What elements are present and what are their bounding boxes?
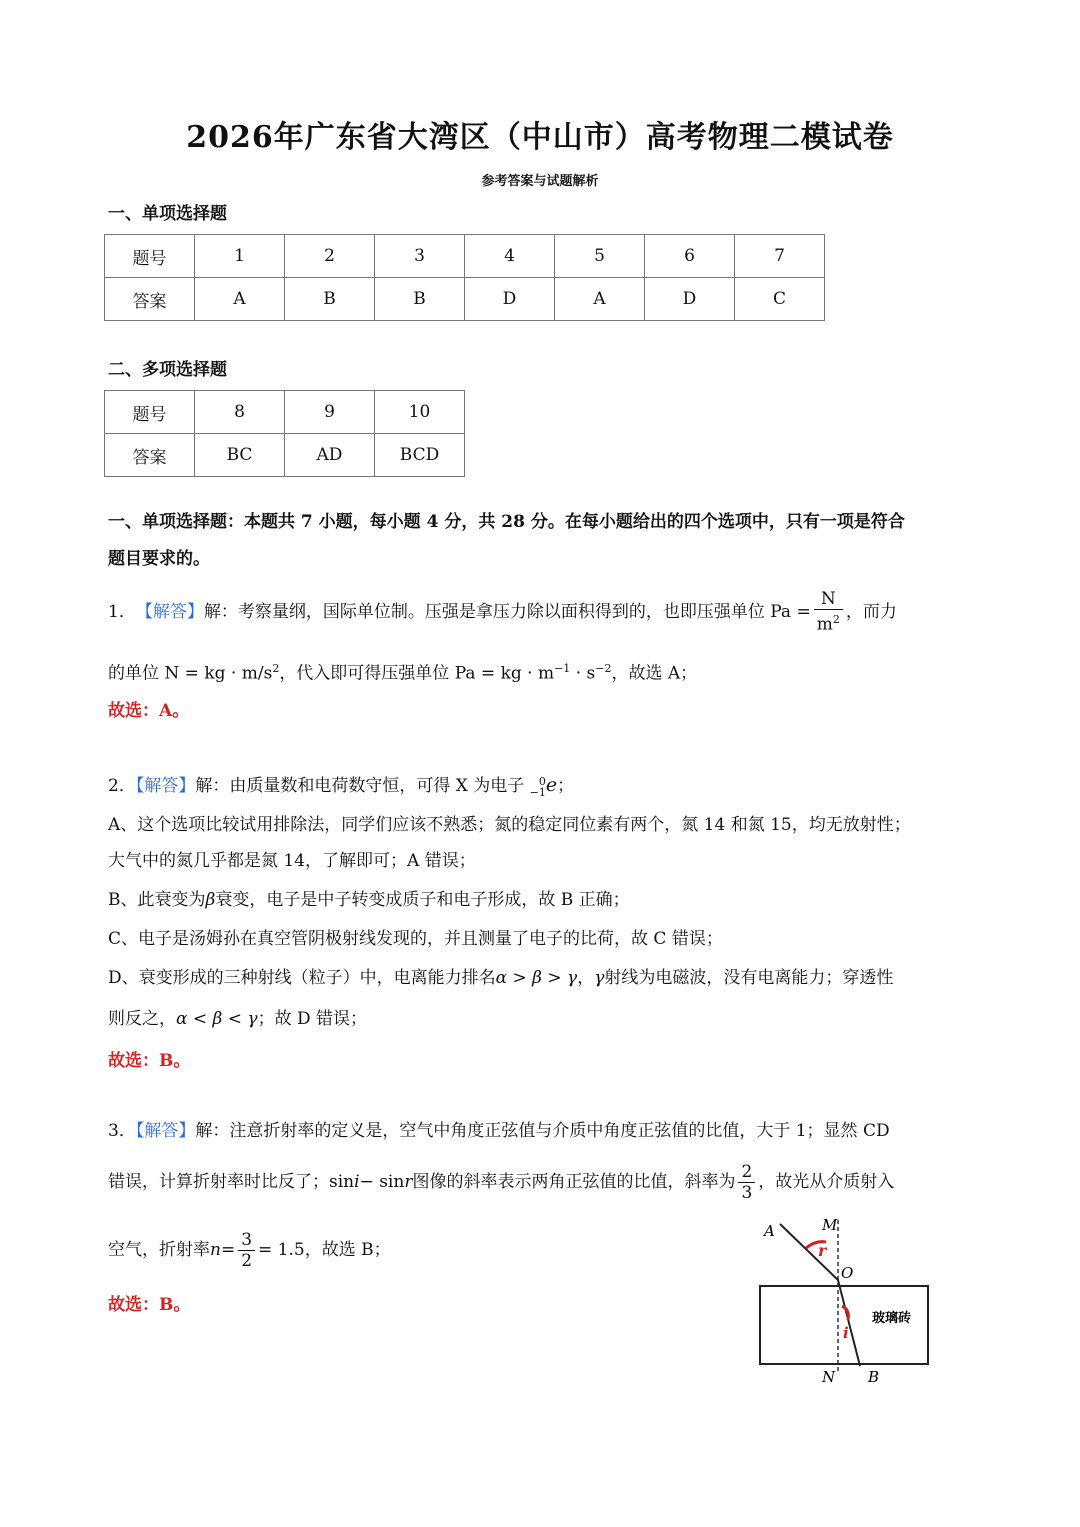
q1-line2-a: 的单位 N = kg · m/s	[108, 663, 273, 684]
question-number: 1	[195, 235, 285, 278]
q3-answer: 故选：B。	[108, 1295, 191, 1315]
label-b: B	[868, 1368, 880, 1386]
denominator-base: m	[816, 614, 833, 635]
question-number: 10	[375, 391, 465, 434]
answer-cell: B	[285, 278, 375, 321]
question-number: 5	[555, 235, 645, 278]
row-label: 答案	[105, 434, 195, 477]
section-multi-choice-heading: 二、多项选择题	[108, 360, 227, 380]
refractive-index-symbol: n	[210, 1240, 221, 1260]
answer-cell: BCD	[375, 434, 465, 477]
answer-cell: BC	[195, 434, 285, 477]
table-row	[105, 278, 825, 321]
solution-tag: 【解答】	[135, 602, 204, 622]
exponent: −2	[595, 662, 612, 675]
q3-text: 解：注意折射率的定义是，空气中角度正弦值与介质中角度正弦值的比值，大于 1；显然 CD	[195, 1121, 890, 1141]
part-heading-line2: 题目要求的。	[108, 549, 210, 569]
mark-r: r	[818, 1241, 827, 1260]
mark-i: i	[843, 1324, 849, 1342]
q1-text-end: ，而力	[845, 602, 897, 622]
label-n: N	[822, 1368, 836, 1386]
answer-cell: D	[645, 278, 735, 321]
multi-choice-answer-table	[104, 390, 465, 477]
q1-line2-b: ，代入即可得压强单位 Pa = kg · m	[279, 663, 555, 684]
denominator-exponent: 2	[832, 613, 840, 627]
solution-tag: 【解答】	[135, 1121, 196, 1141]
answer-cell: B	[375, 278, 465, 321]
question-number: 9	[285, 391, 375, 434]
q2-answer: 故选：B。	[108, 1051, 191, 1071]
label-a: A	[764, 1222, 775, 1240]
question-number: 2	[285, 235, 375, 278]
q2-d-text-end: 射线为电磁波，没有电离能力；穿透性	[604, 968, 894, 988]
isotope-indices	[530, 776, 546, 798]
q1-answer: 故选：A。	[108, 701, 190, 721]
question-number: 6	[645, 235, 735, 278]
q1-text: 解：考察量纲，国际单位制。压强是拿压力除以面积得到的，也即压强单位 Pa =	[203, 602, 811, 622]
table-row	[105, 391, 465, 434]
row-label: 题号	[105, 235, 195, 278]
fraction-denominator	[814, 610, 843, 635]
q1-line2	[108, 658, 988, 685]
q2-option-b	[108, 889, 988, 911]
q3-line2-a: 错误，计算折射率时比反了；sin	[108, 1172, 355, 1192]
page-subtitle: 参考答案与试题解析	[481, 174, 599, 189]
row-label: 题号	[105, 391, 195, 434]
q2-option-a-line2: 大气中的氮几乎都是氮 14，了解即可；A 错误；	[108, 851, 476, 871]
question-number: 1．	[108, 602, 136, 622]
angle-i: i	[354, 1172, 360, 1192]
row-label: 答案	[105, 278, 195, 321]
q3-line2	[108, 1158, 988, 1206]
answer-cell: A	[195, 278, 285, 321]
exponent: −1	[554, 662, 571, 675]
answer-cell: AD	[285, 434, 375, 477]
q3-line2-b: − sin	[359, 1172, 405, 1192]
q3-line1	[108, 1120, 988, 1142]
q3-line3	[108, 1226, 708, 1274]
q2-d2-text: 则反之，	[108, 1009, 176, 1029]
table-row	[105, 434, 465, 477]
charge-number: −1	[529, 785, 546, 799]
question-number: 3．	[108, 1121, 136, 1141]
beta-symbol: β	[205, 890, 216, 910]
fraction-numerator: 2	[738, 1162, 755, 1183]
q1-line1	[108, 588, 988, 636]
q2-line1	[108, 774, 988, 798]
q2-b-text: B、此衰变为	[108, 890, 206, 910]
mass-number: 0	[538, 774, 546, 788]
gamma-symbol: γ	[594, 968, 605, 988]
q3-line2-d: ，故光从介质射入	[758, 1172, 895, 1192]
q3-line3-a: 空气，折射率	[108, 1240, 210, 1260]
q3-line2-c: 图像的斜率表示两角正弦值的比值，斜率为	[412, 1172, 736, 1192]
ionization-order: α > β > γ	[495, 968, 578, 988]
q2-d-sep: ，	[577, 968, 595, 988]
q3-line3-c: = 1.5，故选 B；	[258, 1240, 391, 1260]
q2-option-d-line2	[108, 1008, 988, 1030]
fraction-numerator: N	[814, 589, 843, 610]
question-number: 3	[375, 235, 465, 278]
question-number: 7	[735, 235, 825, 278]
q1-line2-c: · s	[570, 663, 596, 684]
question-number: 8	[195, 391, 285, 434]
pressure-unit-fraction	[814, 589, 843, 635]
solution-tag: 【解答】	[135, 776, 196, 796]
q2-option-a-line1: A、这个选项比较试用排除法，同学们应该不熟悉；氮的稳定同位素有两个，氮 14 和氮 15，均无放射性；	[108, 815, 911, 835]
section-single-choice-heading: 一、单项选择题	[108, 204, 227, 224]
label-o: O	[841, 1264, 854, 1282]
q2-d2-text-end: ；故 D 错误；	[257, 1009, 368, 1029]
question-number: 2．	[108, 776, 136, 796]
q2-option-c: C、电子是汤姆孙在真空管阴极射线发现的，并且测量了电子的比荷，故 C 错误；	[108, 929, 723, 949]
q2-option-d-line1	[108, 967, 988, 989]
exponent: 2	[272, 662, 280, 675]
penetration-order: α < β < γ	[176, 1009, 258, 1029]
q1-line2-d: ，故选 A；	[611, 663, 698, 684]
answer-cell: D	[465, 278, 555, 321]
single-choice-answer-table	[104, 234, 825, 321]
answer-cell: C	[735, 278, 825, 321]
angle-arc-i	[842, 1306, 848, 1320]
angle-r: r	[404, 1172, 413, 1192]
part-heading-line1: 一、单项选择题：本题共 7 小题，每小题 4 分，共 28 分。在每小题给出的四个选项中，只有一项是符合	[108, 512, 905, 532]
electron-symbol: e	[545, 774, 558, 796]
q2-b-text-end: 衰变，电子是中子转变成质子和电子形成，故 B 正确；	[215, 890, 630, 910]
index-fraction	[238, 1230, 255, 1271]
fraction-denominator: 3	[741, 1182, 753, 1203]
slope-fraction	[738, 1162, 755, 1203]
q2-text: 解：由质量数和电荷数守恒，可得 X 为电子	[195, 776, 525, 796]
table-row	[105, 235, 825, 278]
label-m: M	[822, 1216, 838, 1234]
question-number: 4	[465, 235, 555, 278]
answer-cell: A	[555, 278, 645, 321]
fraction-numerator: 3	[238, 1230, 255, 1251]
fraction-denominator: 2	[241, 1250, 253, 1271]
q2-text-end: ；	[557, 776, 575, 796]
refraction-diagram	[750, 1210, 940, 1390]
q3-line3-b: =	[220, 1240, 236, 1260]
label-glass: 玻璃砖	[872, 1311, 912, 1326]
q2-d-text: D、衰变形成的三种射线（粒子）中，电离能力排名	[108, 968, 496, 988]
page-title: 2026年广东省大湾区（中山市）高考物理二模试卷	[186, 120, 894, 155]
